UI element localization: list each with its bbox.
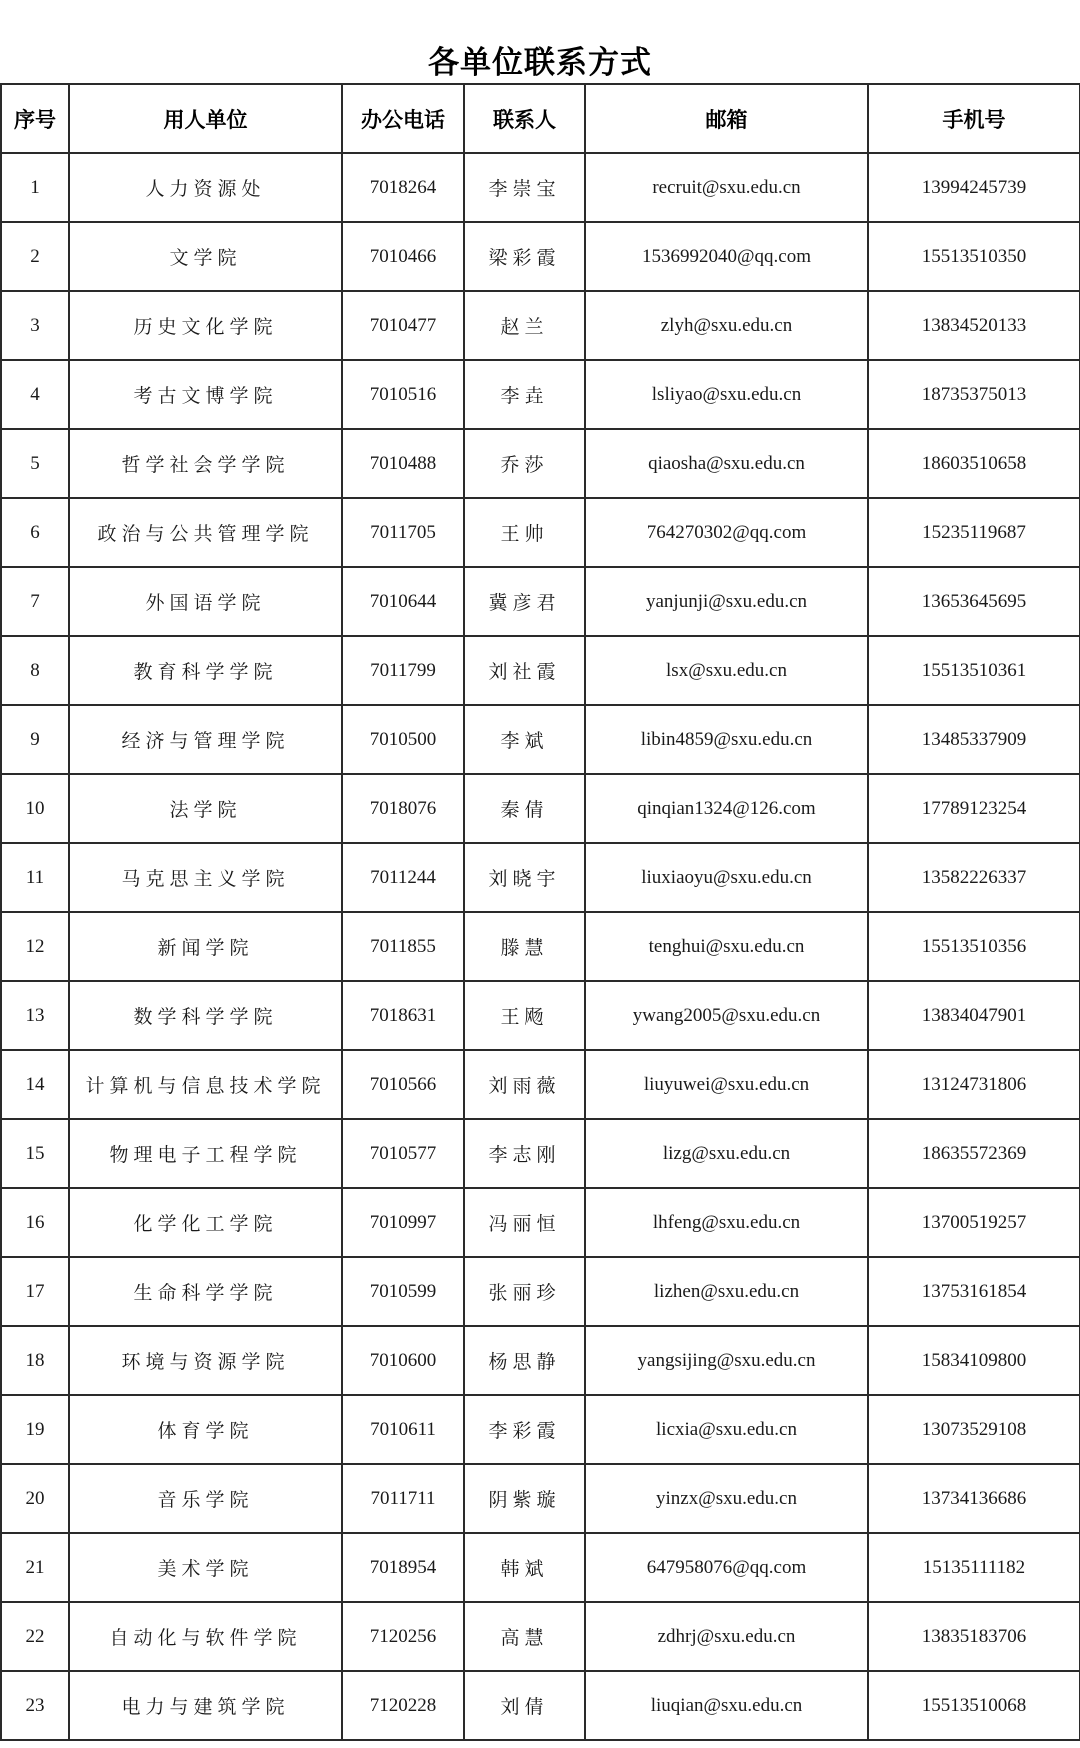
cell-index: 22 — [1, 1602, 69, 1671]
cell-email: licxia@sxu.edu.cn — [585, 1395, 868, 1464]
cell-email: 647958076@qq.com — [585, 1533, 868, 1602]
cell-index: 15 — [1, 1119, 69, 1188]
cell-email: lizhen@sxu.edu.cn — [585, 1257, 868, 1326]
header-index: 序号 — [1, 84, 69, 153]
cell-office-phone: 7120256 — [342, 1602, 464, 1671]
cell-mobile: 13994245739 — [868, 153, 1080, 222]
cell-email: yanjunji@sxu.edu.cn — [585, 567, 868, 636]
cell-unit: 自动化与软件学院 — [69, 1602, 342, 1671]
cell-mobile: 13485337909 — [868, 705, 1080, 774]
table-row — [1, 705, 1080, 774]
cell-email: lsliyao@sxu.edu.cn — [585, 360, 868, 429]
cell-email: yangsijing@sxu.edu.cn — [585, 1326, 868, 1395]
cell-mobile: 13700519257 — [868, 1188, 1080, 1257]
table-row — [1, 153, 1080, 222]
table-row — [1, 1050, 1080, 1119]
cell-mobile: 15834109800 — [868, 1326, 1080, 1395]
cell-office-phone: 7010516 — [342, 360, 464, 429]
cell-unit: 新闻学院 — [69, 912, 342, 981]
cell-index: 2 — [1, 222, 69, 291]
cell-unit: 文学院 — [69, 222, 342, 291]
cell-index: 23 — [1, 1671, 69, 1740]
cell-unit: 教育科学学院 — [69, 636, 342, 705]
cell-office-phone: 7010466 — [342, 222, 464, 291]
cell-unit: 政治与公共管理学院 — [69, 498, 342, 567]
contact-table — [0, 83, 1080, 1741]
cell-office-phone: 7010500 — [342, 705, 464, 774]
cell-unit: 音乐学院 — [69, 1464, 342, 1533]
table-row — [1, 774, 1080, 843]
cell-contact: 杨思静 — [464, 1326, 585, 1395]
table-row — [1, 291, 1080, 360]
cell-email: 764270302@qq.com — [585, 498, 868, 567]
table-body — [1, 153, 1080, 1740]
cell-office-phone: 7011855 — [342, 912, 464, 981]
cell-index: 5 — [1, 429, 69, 498]
table-row — [1, 567, 1080, 636]
cell-mobile: 15135111182 — [868, 1533, 1080, 1602]
cell-email: tenghui@sxu.edu.cn — [585, 912, 868, 981]
table-row — [1, 1326, 1080, 1395]
cell-mobile: 15513510361 — [868, 636, 1080, 705]
cell-contact: 韩斌 — [464, 1533, 585, 1602]
cell-email: qiaosha@sxu.edu.cn — [585, 429, 868, 498]
cell-contact: 冯丽恒 — [464, 1188, 585, 1257]
cell-mobile: 13073529108 — [868, 1395, 1080, 1464]
cell-email: qinqian1324@126.com — [585, 774, 868, 843]
cell-index: 11 — [1, 843, 69, 912]
cell-mobile: 18735375013 — [868, 360, 1080, 429]
cell-index: 19 — [1, 1395, 69, 1464]
cell-contact: 高慧 — [464, 1602, 585, 1671]
table-row — [1, 1533, 1080, 1602]
header-mobile: 手机号 — [868, 84, 1080, 153]
cell-unit: 体育学院 — [69, 1395, 342, 1464]
table-row — [1, 1464, 1080, 1533]
cell-email: liuqian@sxu.edu.cn — [585, 1671, 868, 1740]
cell-index: 6 — [1, 498, 69, 567]
table-row — [1, 222, 1080, 291]
cell-contact: 李彩霞 — [464, 1395, 585, 1464]
cell-contact: 刘雨薇 — [464, 1050, 585, 1119]
cell-office-phone: 7010644 — [342, 567, 464, 636]
cell-office-phone: 7010611 — [342, 1395, 464, 1464]
cell-unit: 环境与资源学院 — [69, 1326, 342, 1395]
header-contact: 联系人 — [464, 84, 585, 153]
cell-index: 16 — [1, 1188, 69, 1257]
cell-email: zdhrj@sxu.edu.cn — [585, 1602, 868, 1671]
cell-email: yinzx@sxu.edu.cn — [585, 1464, 868, 1533]
cell-email: lhfeng@sxu.edu.cn — [585, 1188, 868, 1257]
cell-office-phone: 7010577 — [342, 1119, 464, 1188]
cell-contact: 赵兰 — [464, 291, 585, 360]
cell-office-phone: 7010488 — [342, 429, 464, 498]
cell-mobile: 18635572369 — [868, 1119, 1080, 1188]
cell-office-phone: 7018264 — [342, 153, 464, 222]
table-row — [1, 636, 1080, 705]
cell-index: 9 — [1, 705, 69, 774]
cell-email: recruit@sxu.edu.cn — [585, 153, 868, 222]
table-row — [1, 981, 1080, 1050]
header-office-phone: 办公电话 — [342, 84, 464, 153]
cell-contact: 刘晓宇 — [464, 843, 585, 912]
cell-unit: 经济与管理学院 — [69, 705, 342, 774]
cell-unit: 数学科学学院 — [69, 981, 342, 1050]
table-header-row — [1, 84, 1080, 153]
cell-email: liuxiaoyu@sxu.edu.cn — [585, 843, 868, 912]
cell-contact: 李崇宝 — [464, 153, 585, 222]
cell-index: 18 — [1, 1326, 69, 1395]
cell-mobile: 13835183706 — [868, 1602, 1080, 1671]
cell-index: 14 — [1, 1050, 69, 1119]
table-row — [1, 429, 1080, 498]
cell-mobile: 13582226337 — [868, 843, 1080, 912]
cell-office-phone: 7010477 — [342, 291, 464, 360]
cell-contact: 王飏 — [464, 981, 585, 1050]
cell-mobile: 15235119687 — [868, 498, 1080, 567]
cell-contact: 刘倩 — [464, 1671, 585, 1740]
cell-unit: 历史文化学院 — [69, 291, 342, 360]
table-row — [1, 1257, 1080, 1326]
cell-index: 4 — [1, 360, 69, 429]
cell-office-phone: 7010599 — [342, 1257, 464, 1326]
cell-contact: 秦倩 — [464, 774, 585, 843]
cell-unit: 物理电子工程学院 — [69, 1119, 342, 1188]
cell-index: 1 — [1, 153, 69, 222]
cell-email: lizg@sxu.edu.cn — [585, 1119, 868, 1188]
header-unit: 用人单位 — [69, 84, 342, 153]
cell-contact: 李斌 — [464, 705, 585, 774]
cell-contact: 李垚 — [464, 360, 585, 429]
cell-email: ywang2005@sxu.edu.cn — [585, 981, 868, 1050]
cell-office-phone: 7010600 — [342, 1326, 464, 1395]
cell-unit: 哲学社会学学院 — [69, 429, 342, 498]
cell-mobile: 15513510356 — [868, 912, 1080, 981]
cell-office-phone: 7011705 — [342, 498, 464, 567]
cell-contact: 阴紫璇 — [464, 1464, 585, 1533]
cell-mobile: 13834520133 — [868, 291, 1080, 360]
cell-mobile: 15513510068 — [868, 1671, 1080, 1740]
cell-index: 21 — [1, 1533, 69, 1602]
table-row — [1, 1602, 1080, 1671]
cell-mobile: 13653645695 — [868, 567, 1080, 636]
cell-office-phone: 7018076 — [342, 774, 464, 843]
table-row — [1, 1395, 1080, 1464]
cell-mobile: 13124731806 — [868, 1050, 1080, 1119]
cell-index: 20 — [1, 1464, 69, 1533]
cell-email: 1536992040@qq.com — [585, 222, 868, 291]
cell-unit: 化学化工学院 — [69, 1188, 342, 1257]
cell-index: 3 — [1, 291, 69, 360]
cell-index: 8 — [1, 636, 69, 705]
cell-mobile: 17789123254 — [868, 774, 1080, 843]
cell-contact: 刘社霞 — [464, 636, 585, 705]
cell-office-phone: 7011244 — [342, 843, 464, 912]
table-row — [1, 360, 1080, 429]
cell-office-phone: 7011711 — [342, 1464, 464, 1533]
cell-contact: 梁彩霞 — [464, 222, 585, 291]
cell-index: 10 — [1, 774, 69, 843]
cell-mobile: 13753161854 — [868, 1257, 1080, 1326]
cell-mobile: 15513510350 — [868, 222, 1080, 291]
cell-unit: 考古文博学院 — [69, 360, 342, 429]
cell-unit: 电力与建筑学院 — [69, 1671, 342, 1740]
cell-unit: 计算机与信息技术学院 — [69, 1050, 342, 1119]
cell-index: 17 — [1, 1257, 69, 1326]
cell-email: liuyuwei@sxu.edu.cn — [585, 1050, 868, 1119]
cell-unit: 法学院 — [69, 774, 342, 843]
cell-mobile: 13734136686 — [868, 1464, 1080, 1533]
table-row — [1, 498, 1080, 567]
cell-office-phone: 7018631 — [342, 981, 464, 1050]
cell-office-phone: 7018954 — [342, 1533, 464, 1602]
cell-email: libin4859@sxu.edu.cn — [585, 705, 868, 774]
cell-unit: 马克思主义学院 — [69, 843, 342, 912]
cell-email: lsx@sxu.edu.cn — [585, 636, 868, 705]
cell-index: 13 — [1, 981, 69, 1050]
cell-mobile: 13834047901 — [868, 981, 1080, 1050]
cell-index: 12 — [1, 912, 69, 981]
table-row — [1, 843, 1080, 912]
cell-contact: 冀彦君 — [464, 567, 585, 636]
table-row — [1, 1671, 1080, 1740]
cell-contact: 王帅 — [464, 498, 585, 567]
cell-unit: 生命科学学院 — [69, 1257, 342, 1326]
cell-office-phone: 7010566 — [342, 1050, 464, 1119]
cell-office-phone: 7010997 — [342, 1188, 464, 1257]
cell-contact: 滕慧 — [464, 912, 585, 981]
cell-contact: 乔莎 — [464, 429, 585, 498]
cell-index: 7 — [1, 567, 69, 636]
cell-email: zlyh@sxu.edu.cn — [585, 291, 868, 360]
cell-unit: 美术学院 — [69, 1533, 342, 1602]
cell-office-phone: 7011799 — [342, 636, 464, 705]
header-email: 邮箱 — [585, 84, 868, 153]
cell-unit: 外国语学院 — [69, 567, 342, 636]
table-row — [1, 1119, 1080, 1188]
cell-contact: 李志刚 — [464, 1119, 585, 1188]
cell-unit: 人力资源处 — [69, 153, 342, 222]
cell-office-phone: 7120228 — [342, 1671, 464, 1740]
table-row — [1, 912, 1080, 981]
table-row — [1, 1188, 1080, 1257]
cell-mobile: 18603510658 — [868, 429, 1080, 498]
page-title: 各单位联系方式 — [428, 44, 652, 81]
cell-contact: 张丽珍 — [464, 1257, 585, 1326]
